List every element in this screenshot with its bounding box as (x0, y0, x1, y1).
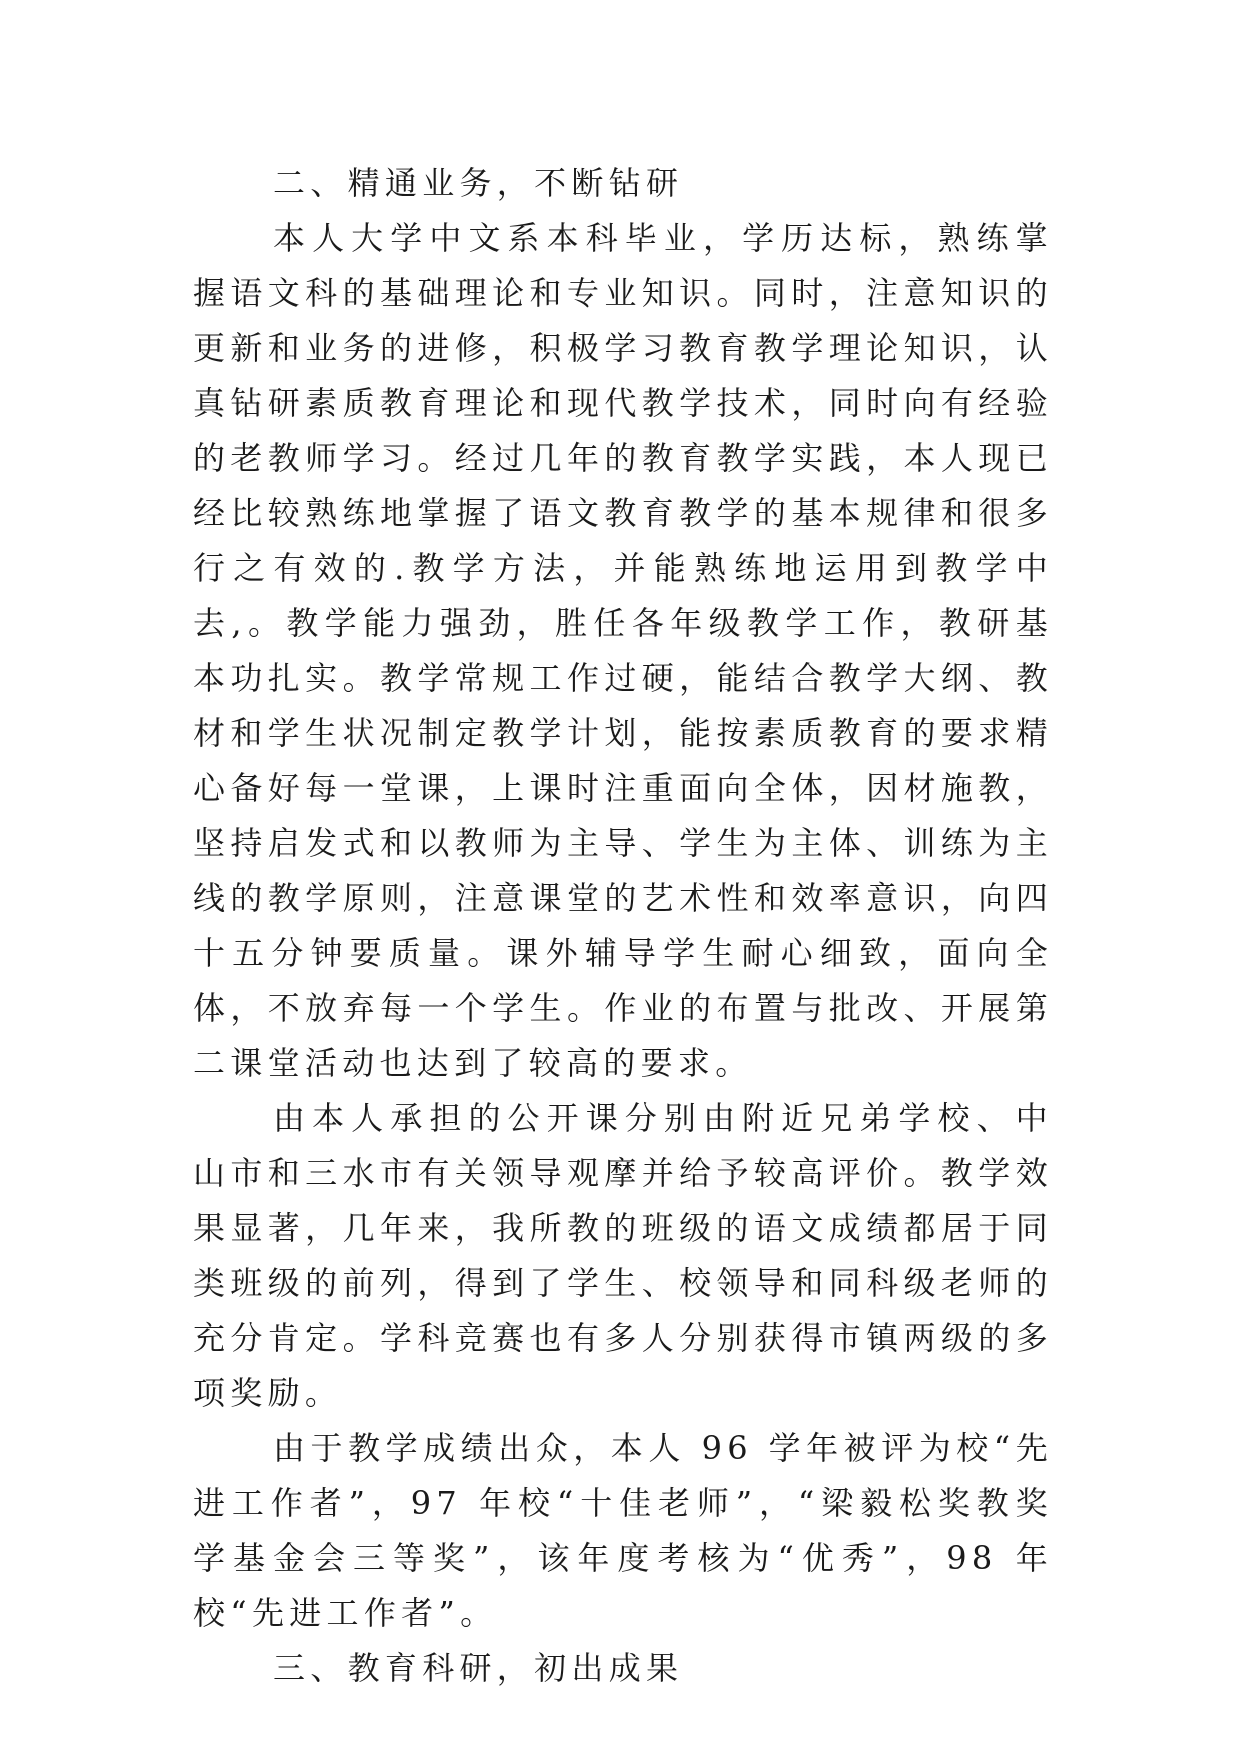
document-body (193, 156, 1053, 1696)
paragraph-teaching-expertise: 本人大学中文系本科毕业，学历达标，熟练掌握语文科的基础理论和专业知识。同时，注意知识的更新和业务的进修，积极学习教育教学理论知识，认真钻研素质教育理论和现代教学技术，同时向有经验的老教师学习。经过几年的教育教学实践，本人现已经比较熟练地掌握了语文教育教学的基本规律和很多行之有效的.教学方法，并能熟练地运用到教学中去,。教学能力强劲，胜任各年级教学工作，教研基本功扎实。教学常规工作过硬，能结合教学大纲、教材和学生状况制定教学计划，能按素质教育的要求精心备好每一堂课，上课时注重面向全体，因材施教，坚持启发式和以教师为主导、学生为主体、训练为主线的教学原则，注意课堂的艺术性和效率意识，向四十五分钟要质量。课外辅导学生耐心细致，面向全体，不放弃每一个学生。作业的布置与批改、开展第二课堂活动也达到了较高的要求。 (193, 219, 1053, 1082)
section-heading-2: 二、精通业务，不断钻研 (273, 164, 684, 202)
section-heading-3: 三、教育科研，初出成果 (273, 1649, 684, 1687)
paragraph-awards: 由于教学成绩出众，本人 96 学年被评为校“先进工作者”，97 年校“十佳老师”，“梁毅松奖教奖学基金会三等奖”，该年度考核为“优秀”，98 年校“先进工作者”。 (193, 1429, 1053, 1632)
paragraph-public-lessons: 由本人承担的公开课分别由附近兄弟学校、中山市和三水市有关领导观摩并给予较高评价。教学效果显著，几年来，我所教的班级的语文成绩都居于同类班级的前列，得到了学生、校领导和同科级老师的充分肯定。学科竞赛也有多人分别获得市镇两级的多项奖励。 (193, 1099, 1053, 1412)
